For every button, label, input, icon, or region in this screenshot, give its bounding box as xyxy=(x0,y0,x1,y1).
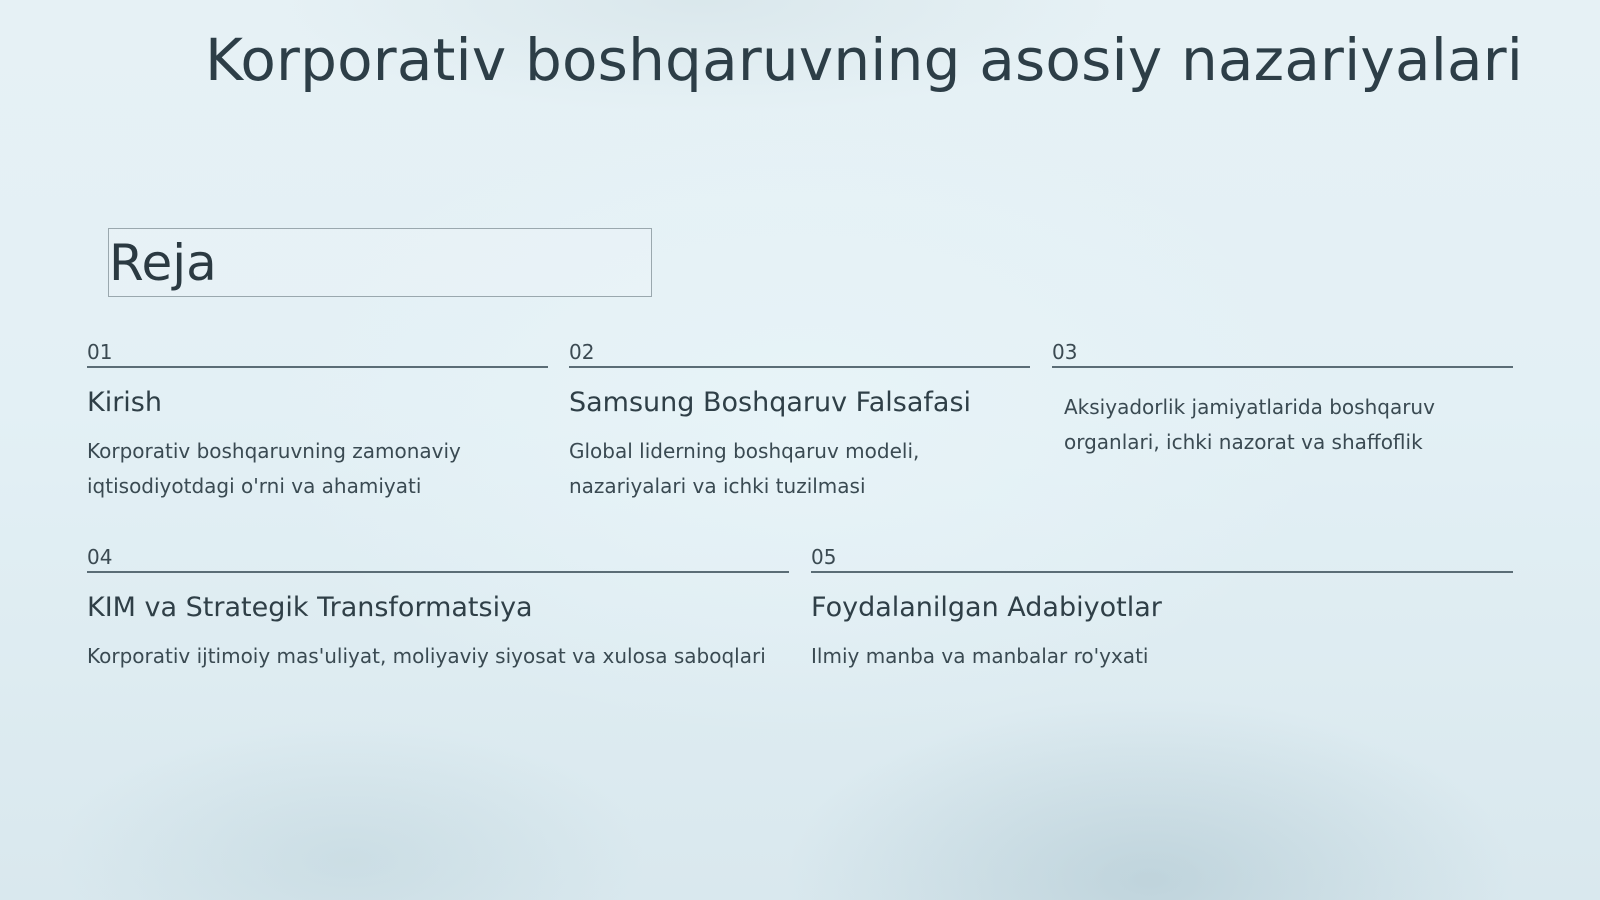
agenda-item-divider xyxy=(811,571,1513,573)
agenda-item-04 xyxy=(87,545,789,674)
agenda-item-heading: Kirish xyxy=(87,387,162,418)
agenda-item-divider xyxy=(87,366,548,368)
agenda-item-05 xyxy=(811,545,1513,674)
agenda-item-02 xyxy=(569,340,1030,504)
agenda-item-heading: Foydalanilgan Adabiyotlar xyxy=(811,592,1162,623)
agenda-item-number: 04 xyxy=(87,545,113,569)
agenda-item-description: Aksiyadorlik jamiyatlarida boshqaruv organlari, ichki nazorat va shaffoflik xyxy=(1064,395,1435,454)
agenda-item-description: Korporativ boshqaruvning zamonaviy iqtisodiyotdagi o'rni va ahamiyati xyxy=(87,439,461,498)
agenda-item-number: 02 xyxy=(569,340,595,364)
section-label-box[interactable] xyxy=(108,228,652,297)
agenda-item-description: Ilmiy manba va manbalar ro'yxati xyxy=(811,644,1149,668)
agenda-item-number: 03 xyxy=(1052,340,1078,364)
agenda-item-description: Korporativ ijtimoiy mas'uliyat, moliyaviy siyosat va xulosa saboqlari xyxy=(87,644,766,668)
slide-title: Korporativ boshqaruvning asosiy nazariyalari xyxy=(205,26,1524,94)
section-label: Reja xyxy=(109,234,217,292)
agenda-item-divider xyxy=(569,366,1030,368)
agenda-item-description: Global liderning boshqaruv modeli, nazariyalari va ichki tuzilmasi xyxy=(569,439,920,498)
agenda-item-divider xyxy=(87,571,789,573)
agenda-item-heading: KIM va Strategik Transformatsiya xyxy=(87,592,533,623)
agenda-item-01 xyxy=(87,340,548,504)
agenda-item-heading: Samsung Boshqaruv Falsafasi xyxy=(569,387,972,418)
agenda-item-number: 05 xyxy=(811,545,837,569)
agenda-item-03 xyxy=(1052,340,1513,460)
agenda-item-number: 01 xyxy=(87,340,113,364)
agenda-item-divider xyxy=(1052,366,1513,368)
